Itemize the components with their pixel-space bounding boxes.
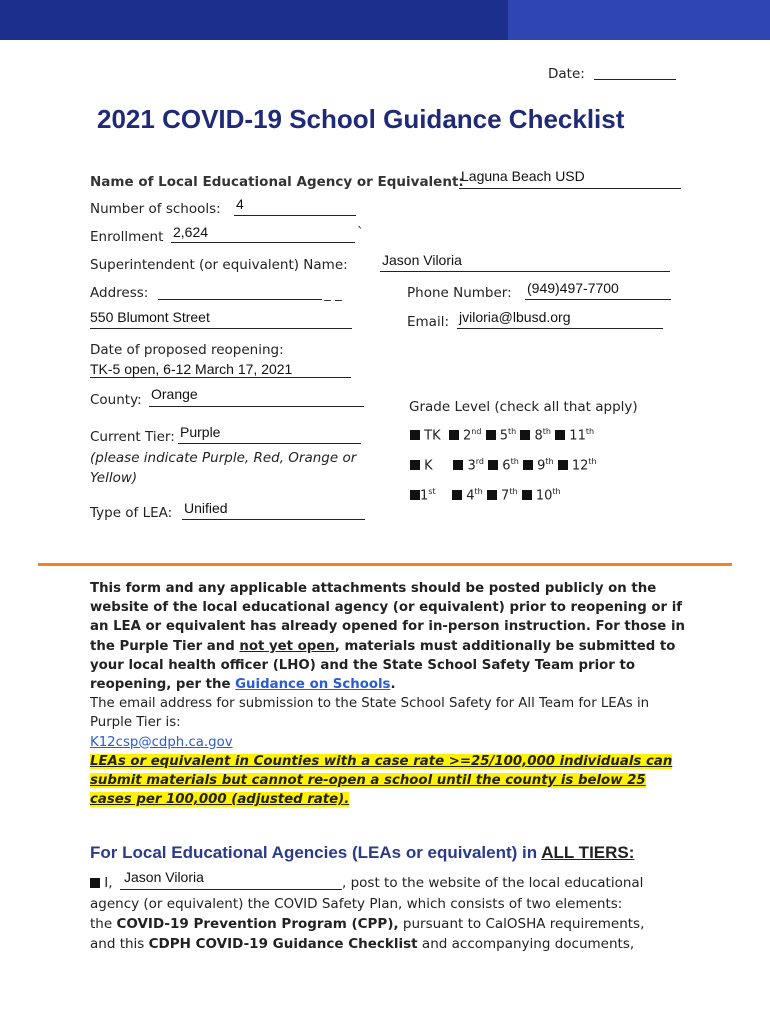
address-field-line2[interactable]	[90, 328, 352, 329]
grade-6-suffix: th	[510, 457, 519, 466]
grade-2-label: 2	[463, 428, 472, 444]
checkbox-grade-1[interactable]	[410, 490, 420, 500]
grade-k-label: K	[424, 458, 433, 474]
notice-email-intro: The email address for submission to the State School Safety for All Team for LEAs in Purple Tier is:	[90, 696, 650, 731]
email-field[interactable]	[457, 328, 663, 329]
date-label: Date:	[548, 66, 585, 82]
phone-label: Phone Number:	[407, 285, 512, 301]
reopen-label: Date of proposed reopening:	[90, 342, 284, 358]
tier-value: Purple	[180, 424, 221, 440]
certify-line-3c: pursuant to CalOSHA requirements,	[398, 916, 645, 932]
lea-type-field[interactable]	[182, 519, 365, 520]
grade-12-label: 12	[571, 458, 589, 474]
certify-i-label: I,	[104, 875, 113, 891]
grade-4-suffix: th	[474, 487, 483, 496]
section-divider	[38, 563, 732, 566]
lea-name-label: Name of Local Educational Agency or Equivalent:	[90, 174, 464, 190]
grade-7-suffix: th	[509, 487, 518, 496]
grade-10-suffix: th	[552, 487, 561, 496]
num-schools-value: 4	[236, 196, 244, 212]
county-value: Orange	[151, 386, 198, 402]
enrollment-label: Enrollment	[90, 229, 164, 245]
checkbox-grade-6[interactable]	[488, 460, 498, 470]
enrollment-value: 2,624	[173, 224, 209, 240]
grade-11-suffix: th	[585, 427, 595, 436]
grade-12-suffix: th	[588, 457, 597, 466]
header-banner-accent	[508, 0, 770, 40]
grade-8-label: 8	[534, 428, 543, 444]
address-value: 550 Blumont Street	[90, 309, 210, 325]
grade-9-label: 9	[537, 458, 546, 474]
lea-name-value: Laguna Beach USD	[461, 168, 585, 184]
address-label: Address:	[90, 285, 149, 301]
tier-label: Current Tier:	[90, 429, 175, 445]
checkbox-grade-10[interactable]	[522, 490, 532, 500]
grade-9-suffix: th	[545, 457, 554, 466]
grade-1-label: 1	[420, 488, 429, 504]
certify-line-3a: the	[90, 916, 117, 932]
grade-level-label: Grade Level (check all that apply)	[409, 399, 638, 415]
notice-text-end: .	[390, 677, 396, 693]
guidance-on-schools-link[interactable]: Guidance on Schools	[235, 677, 391, 693]
grade-3-label: 3	[467, 458, 476, 474]
checkbox-grade-9[interactable]	[523, 460, 533, 470]
tier-field[interactable]	[178, 443, 361, 444]
certify-name-value: Jason Viloria	[124, 869, 204, 885]
grade-10-label: 10	[535, 488, 553, 504]
all-tiers-heading	[90, 843, 634, 863]
grade-row-3	[410, 487, 561, 503]
certify-name-field[interactable]	[120, 889, 342, 890]
case-rate-warning: LEAs or equivalent in Counties with a case rate >=25/100,000 individuals can submit materials but cannot re-open a school until the county is below 25 cases per 100,000 (adjusted rate).	[90, 753, 673, 808]
checkbox-grade-8[interactable]	[520, 430, 530, 440]
grade-7-label: 7	[501, 488, 510, 504]
county-field[interactable]	[149, 406, 364, 407]
grade-11-label: 11	[569, 428, 586, 444]
certify-line-4a: and this	[90, 936, 149, 952]
posting-notice	[90, 579, 690, 809]
grade-8-suffix: th	[542, 427, 552, 436]
checklist-reference: CDPH COVID-19 Guidance Checklist	[148, 936, 418, 952]
date-field[interactable]	[594, 79, 676, 80]
grade-tk-label: TK	[424, 428, 441, 444]
checkbox-grade-7[interactable]	[487, 490, 497, 500]
phone-field[interactable]	[525, 299, 671, 300]
checkbox-k[interactable]	[410, 460, 420, 470]
lea-name-field[interactable]	[459, 188, 681, 189]
certify-line-2: agency (or equivalent) the COVID Safety Plan, which consists of two elements:	[90, 896, 623, 912]
grade-row-2	[410, 457, 597, 473]
reopen-field[interactable]	[90, 377, 351, 378]
grade-5-suffix: th	[508, 427, 517, 436]
notice-text-2: , materials must additionally be submitted to your local health officer (LHO) and the State School Safety Team prior to reopening, per the	[90, 638, 676, 693]
certify-paragraph	[90, 894, 690, 954]
cpp-reference: COVID-19 Prevention Program (CPP),	[116, 916, 399, 932]
grade-row-1	[410, 427, 594, 443]
certify-line-1	[90, 875, 113, 891]
enrollment-field[interactable]	[171, 242, 355, 243]
grade-1-suffix: st	[428, 487, 436, 496]
superintendent-field[interactable]	[380, 271, 670, 272]
email-label: Email:	[407, 314, 450, 330]
enrollment-trailing-mark: `	[357, 225, 364, 241]
address-trailing-mark: _ _	[324, 286, 342, 302]
checkbox-grade-11[interactable]	[555, 430, 565, 440]
grade-3-suffix: rd	[475, 457, 484, 466]
num-schools-field[interactable]	[234, 215, 356, 216]
county-label: County:	[90, 392, 142, 408]
certify-post-text: , post to the website of the local educational	[342, 875, 644, 891]
num-schools-label: Number of schools:	[90, 201, 221, 217]
checkbox-grade-4[interactable]	[452, 490, 462, 500]
checkbox-grade-12[interactable]	[558, 460, 568, 470]
certify-checkbox[interactable]	[90, 878, 100, 888]
submission-email-link[interactable]: K12csp@cdph.ca.gov	[90, 734, 233, 750]
all-tiers-heading-underlined: ALL TIERS:	[541, 843, 635, 862]
grade-4-label: 4	[466, 488, 475, 504]
address-field-line1[interactable]	[158, 299, 322, 300]
lea-type-value: Unified	[184, 500, 228, 516]
checkbox-grade-2[interactable]	[449, 430, 459, 440]
checkbox-grade-5[interactable]	[486, 430, 496, 440]
certify-line-3	[90, 914, 690, 934]
notice-text-1: This form and any applicable attachments should be posted publicly on the website of the local educational agency (or equivalent) prior to reopening or if an LEA or equivalent has already opened for in-person instruction. For those in the Purple Tier and	[90, 581, 685, 654]
certify-line-4c: and accompanying documents,	[417, 936, 635, 952]
grade-5-label: 5	[499, 428, 509, 444]
all-tiers-heading-text: For Local Educational Agencies (LEAs or equivalent) in	[90, 843, 542, 862]
superintendent-label: Superintendent (or equivalent) Name:	[90, 257, 348, 273]
grade-2-suffix: nd	[471, 427, 482, 436]
superintendent-value: Jason Viloria	[382, 252, 462, 268]
reopen-value: TK-5 open, 6-12 March 17, 2021	[90, 361, 293, 377]
phone-value: (949)497-7700	[527, 280, 619, 296]
grade-6-label: 6	[502, 458, 511, 474]
tier-hint: (please indicate Purple, Red, Orange or Yellow)	[90, 450, 357, 486]
checkbox-tk[interactable]	[410, 430, 420, 440]
page-title: 2021 COVID-19 School Guidance Checklist	[97, 104, 625, 134]
checkbox-grade-3[interactable]	[453, 460, 463, 470]
lea-type-label: Type of LEA:	[90, 505, 173, 521]
notice-not-yet-open: not yet open	[239, 638, 335, 654]
email-value: jviloria@lbusd.org	[459, 309, 571, 325]
certify-line-4	[90, 934, 690, 954]
